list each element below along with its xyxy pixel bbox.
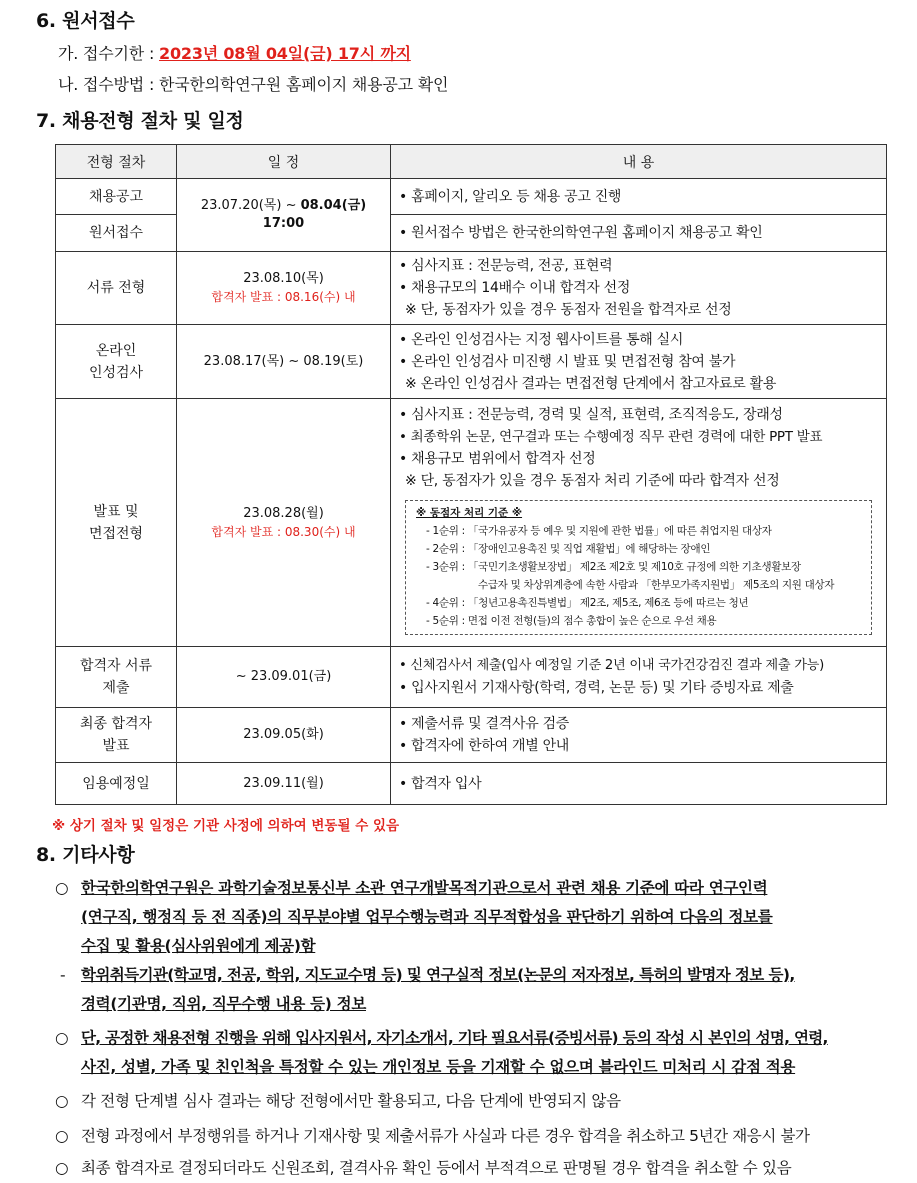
date-value: ~ 23.09.01(금): [235, 669, 332, 684]
step-cell: 채용공고: [56, 179, 177, 215]
list-item: • 합격자에 한하여 개별 안내: [399, 738, 570, 754]
section-6-title: 6. 원서접수: [36, 10, 135, 32]
list-item: • 신체검사서 제출(입사 예정일 기준 2년 이내 국가건강검진 결과 제출 가능): [399, 658, 824, 673]
bullet-circle: ○: [55, 1092, 69, 1110]
list-item: • 채용규모의 14배수 이내 합격자 선정: [399, 280, 631, 296]
date-value: 23.09.05(화): [243, 727, 324, 742]
step-cell: [56, 325, 177, 399]
paragraph-line: 수집 및 활용(심사위원에게 제공)함: [81, 937, 316, 955]
step-cell: [56, 399, 177, 647]
step-cell: 임용예정일: [56, 763, 177, 805]
list-note: ※ 단, 동점자가 있을 경우 동점자 전원을 합격자로 선정: [405, 302, 732, 318]
bullet-circle: ○: [55, 879, 69, 897]
paragraph-6: [55, 1154, 895, 1183]
header-content: 내 용: [391, 145, 887, 179]
paragraph-1: [55, 874, 895, 961]
content-cell: [391, 325, 887, 399]
section-7-title: 7. 채용전형 절차 및 일정: [36, 110, 244, 132]
deadline-value: 2023년 08월 04일(금) 17시 까지: [159, 44, 411, 63]
step-line: 온라인: [95, 342, 137, 359]
table-row: [56, 708, 887, 763]
paragraph-line: (연구직, 행정직 등 전 직종)의 직무분야별 업무수행능력과 직무적합성을 판단하기 위하여 다음의 정보를: [81, 908, 773, 926]
content-cell: [391, 708, 887, 763]
bullet-dash: -: [60, 966, 66, 984]
content-cell: [391, 763, 887, 805]
table-row: [56, 179, 887, 215]
paragraph-line: 단, 공정한 채용전형 진행을 위해 입사지원서, 자기소개서, 기타 필요서류(증빙서류) 등의 작성 시 본인의 성명, 연령,: [81, 1029, 828, 1047]
date-value: 23.08.10(목): [243, 271, 324, 286]
paragraph-4: [55, 1087, 895, 1116]
date-cell: [177, 763, 391, 805]
content-cell: [391, 179, 887, 215]
bullet-circle: ○: [55, 1029, 69, 1047]
date-note: 합격자 발표 : 08.16(수) 내: [211, 290, 356, 304]
paragraph-line: 학위취득기관(학교명, 전공, 학위, 지도교수명 등) 및 연구실적 정보(논문의 저자정보, 특허의 발명자 정보 등),: [81, 966, 795, 984]
list-item: • 채용규모 범위에서 합격자 선정: [399, 451, 596, 467]
table-row: [56, 763, 887, 805]
step-cell: 서류 전형: [56, 252, 177, 325]
paragraph-line: 한국한의학연구원은 과학기술정보통신부 소관 연구개발목적기관으로서 관련 채용 기준에 따라 연구인력: [81, 879, 768, 897]
step-cell: [56, 708, 177, 763]
list-item: • 심사지표 : 전문능력, 전공, 표현력: [399, 258, 613, 274]
header-step: 전형 절차: [56, 145, 177, 179]
step-line: 제출: [102, 680, 130, 696]
date-value: 23.08.17(목) ~ 08.19(토): [203, 353, 364, 369]
paragraph-line: 경력(기관명, 직위, 직무수행 내용 등) 정보: [81, 995, 366, 1013]
tie-criteria-item: - 1순위 : 「국가유공자 등 예우 및 지원에 관한 법률」에 따른 취업지원 대상자: [426, 525, 772, 537]
table-header-row: [56, 145, 887, 179]
section-8-title: 8. 기타사항: [36, 844, 135, 866]
step-cell: [56, 647, 177, 708]
date-cell: [177, 399, 391, 647]
table-row: [56, 647, 887, 708]
date-cell: [177, 252, 391, 325]
step-line: 발표 및: [93, 503, 139, 520]
list-item: • 심사지표 : 전문능력, 경력 및 실적, 표현력, 조직적응도, 장래성: [399, 407, 783, 423]
method-line: 나. 접수방법 : 한국한의학연구원 홈페이지 채용공고 확인: [58, 75, 449, 94]
tie-criteria-item: - 3순위 : 「국민기초생활보장법」 제2조 제2호 및 제10호 규정에 의한 기초생활보장: [426, 561, 801, 573]
paragraph-line: 전형 과정에서 부정행위를 하거나 기재사항 및 제출서류가 사실과 다른 경우 합격을 취소하고 5년간 재응시 불가: [81, 1127, 810, 1145]
content-cell: [391, 215, 887, 252]
list-item: • 최종학위 논문, 연구결과 또는 수행예정 직무 관련 경력에 대한 PPT 발표: [399, 429, 823, 445]
date-value: 23.08.28(월): [243, 505, 324, 521]
list-item: • 온라인 인성검사는 지정 웹사이트를 통해 실시: [399, 331, 684, 348]
bullet-circle: ○: [55, 1127, 69, 1145]
date-cell: [177, 325, 391, 399]
step-line: 합격자 서류: [79, 658, 153, 674]
step-line: 면접전형: [88, 525, 144, 542]
date-cell: [177, 647, 391, 708]
table-row: [56, 325, 887, 399]
paragraph-line: 최종 합격자로 결정되더라도 신원조회, 결격사유 확인 등에서 부적격으로 판명될 경우 합격을 취소할 수 있음: [81, 1159, 792, 1177]
tie-criteria-box: [405, 500, 872, 635]
paragraph-5: [55, 1122, 895, 1151]
list-item: • 제출서류 및 결격사유 검증: [399, 716, 570, 732]
tie-criteria-item: - 5순위 : 면접 이전 전형(들)의 점수 총합이 높은 순으로 우선 채용: [426, 615, 717, 627]
paragraph-line: 각 전형 단계별 심사 결과는 해당 전형에서만 활용되고, 다음 단계에 반영되지 않음: [81, 1092, 621, 1110]
bullet-circle: ○: [55, 1159, 69, 1177]
deadline-line: [58, 41, 411, 64]
tie-criteria-item-cont: 수급자 및 차상위계층에 속한 사람과 「한부모가족지원법」 제5조의 지원 대상자: [478, 579, 835, 591]
date-value: 23.09.11(월): [243, 775, 324, 791]
schedule-table: [55, 144, 887, 805]
header-date: 일 정: [177, 145, 391, 179]
merged-date-end: 08.04(금) 17:00: [262, 198, 367, 231]
list-item: • 입사지원서 기재사항(학력, 경력, 논문 등) 및 기타 증빙자료 제출: [399, 680, 794, 696]
content-cell: [391, 399, 887, 647]
table-row: [56, 399, 887, 647]
table-row: [56, 252, 887, 325]
deadline-label: 가. 접수기한 :: [58, 44, 160, 63]
step-line: 인성검사: [88, 364, 144, 381]
content-cell: [391, 647, 887, 708]
tie-criteria-item: - 2순위 : 「장애인고용촉진 및 직업 재활법」에 해당하는 장애인: [426, 543, 711, 555]
tie-criteria-title: ※ 동점자 처리 기준 ※: [416, 507, 523, 519]
list-item: • 원서접수 방법은 한국한의학연구원 홈페이지 채용공고 확인: [399, 225, 763, 241]
tie-criteria-item: - 4순위 : 「청년고용촉진특별법」 제2조, 제5조, 제6조 등에 따르는 청년: [426, 597, 749, 609]
merged-date-start: 23.07.20(목) ~: [200, 198, 301, 213]
schedule-footnote: ※ 상기 절차 및 일정은 기관 사정에 의하여 변동될 수 있음: [52, 818, 400, 834]
list-item: • 온라인 인성검사 미진행 시 발표 및 면접전형 참여 불가: [399, 353, 736, 370]
paragraph-3: [55, 1024, 895, 1082]
content-cell: [391, 252, 887, 325]
step-cell: 원서접수: [56, 215, 177, 252]
merged-date-cell: [177, 179, 391, 252]
date-cell: [177, 708, 391, 763]
paragraph-line: 사진, 성별, 가족 및 친인척을 특정할 수 있는 개인정보 등을 기재할 수 없으며 블라인드 미처리 시 감점 적용: [81, 1058, 796, 1076]
step-line: 발표: [102, 738, 130, 754]
step-line: 최종 합격자: [79, 716, 153, 732]
list-note: ※ 단, 동점자가 있을 경우 동점자 처리 기준에 따라 합격자 선정: [405, 473, 780, 489]
list-item: • 홈페이지, 알리오 등 채용 공고 진행: [399, 188, 622, 205]
date-note: 합격자 발표 : 08.30(수) 내: [211, 524, 356, 539]
paragraph-2: [60, 961, 895, 1019]
list-note: ※ 온라인 인성검사 결과는 면접전형 단계에서 참고자료로 활용: [405, 375, 777, 392]
list-item: • 합격자 입사: [399, 775, 482, 792]
